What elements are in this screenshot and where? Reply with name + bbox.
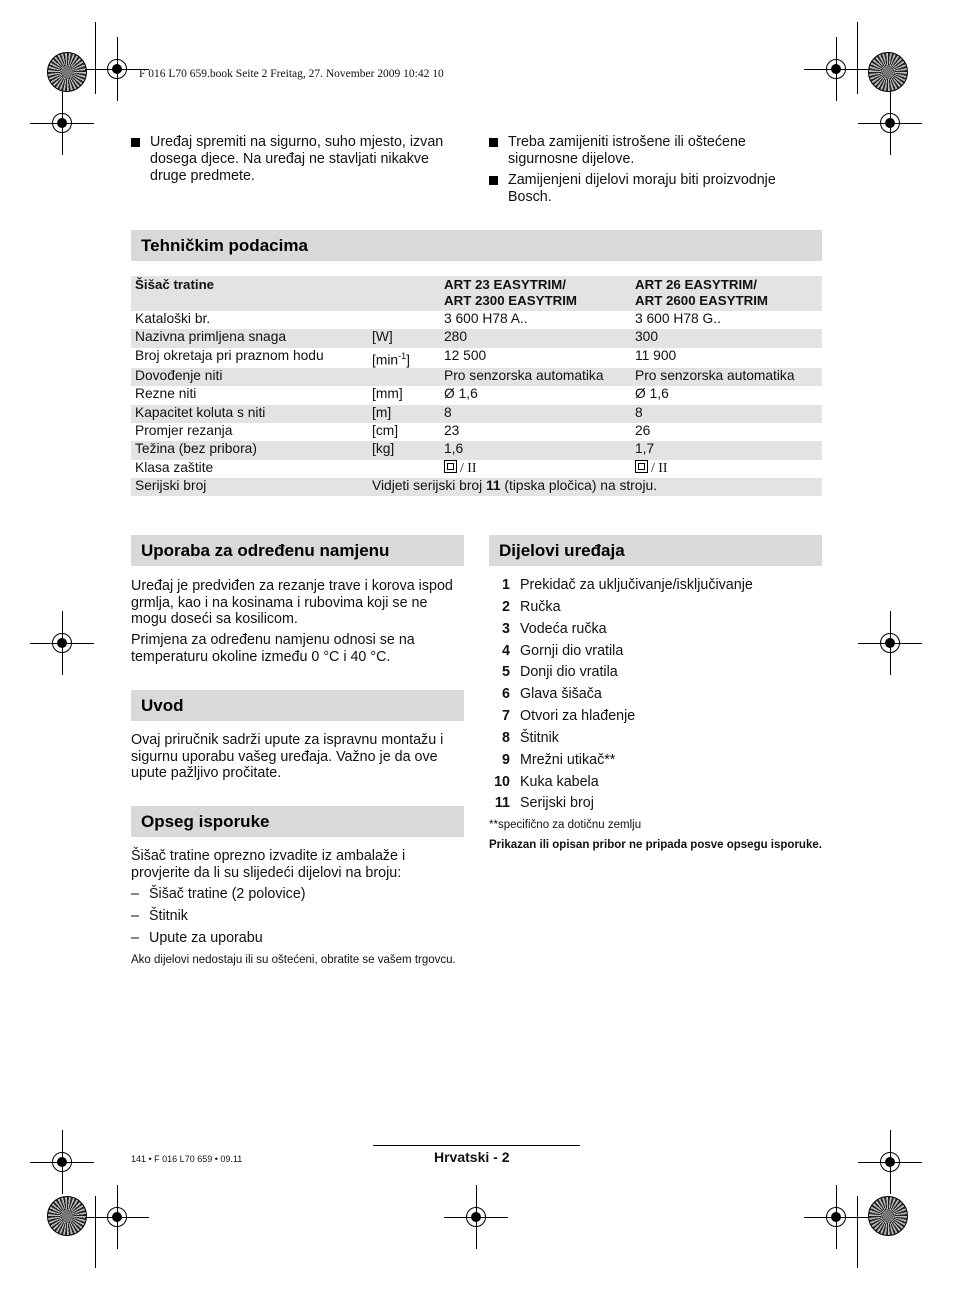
- crop-line: [95, 1196, 96, 1268]
- protection-class-icon: [444, 460, 457, 473]
- bullet-text: Uređaj spremiti na sigurno, suho mjesto, izvan dosega djece. Na uređaj ne stavljati nikakve druge predmete.: [150, 134, 444, 184]
- row-unit: [cm]: [372, 423, 399, 439]
- row-label: Nazivna primljena snaga: [131, 329, 368, 347]
- row-value: 280: [440, 329, 631, 347]
- color-calibration-mark: [47, 52, 87, 92]
- usage-paragraph: Primjena za određenu namjenu odnosi se na temperaturu okoline između 0 °C i 40 °C.: [131, 632, 415, 665]
- bullet-square-icon: [489, 138, 498, 147]
- crop-line: [857, 1196, 858, 1268]
- table-header-cell: ART 26 EASYTRIM/ ART 2600 EASYTRIM: [631, 276, 822, 311]
- section-heading-text: Uvod: [141, 696, 184, 715]
- row-unit: [368, 368, 440, 386]
- parts-footnote: **specifično za dotičnu zemlju: [489, 819, 642, 831]
- row-unit: [W]: [368, 329, 440, 347]
- row-value: 8: [631, 405, 822, 423]
- table-row: [131, 311, 822, 329]
- row-value: Pro senzorska automatika: [440, 368, 631, 386]
- row-value: Vidjeti serijski broj 11 (tipska pločica) na stroju.: [368, 478, 822, 496]
- table-row: [131, 460, 822, 478]
- parts-bold-note: Prikazan ili opisan pribor ne pripada posve opsegu isporuke.: [489, 839, 822, 851]
- row-unit: [mm]: [372, 386, 403, 402]
- section-heading-parts: [489, 535, 822, 566]
- intro-paragraph: Ovaj priručnik sadrži upute za ispravnu montažu i sigurnu uporabu vašeg uređaja. Važno je da ove upute pažljivo pročitate.: [131, 732, 444, 781]
- row-value: / II: [631, 460, 822, 478]
- row-value: 300: [631, 329, 822, 347]
- section-heading-tech: [131, 230, 822, 261]
- row-label: Klasa zaštite: [135, 459, 214, 475]
- footer-rule: [373, 1145, 580, 1146]
- crop-line: [95, 22, 96, 94]
- bullet-text: Treba zamijeniti istrošene ili oštećene sigurnosne dijelove.: [508, 134, 746, 167]
- row-label: Kataloški br.: [135, 311, 211, 326]
- row-label: Promjer rezanja: [135, 423, 233, 439]
- spec-table: [131, 276, 822, 496]
- table-row: [131, 405, 822, 423]
- table-header-row: [131, 276, 822, 311]
- section-heading-delivery: [131, 806, 464, 837]
- crop-line: [857, 22, 858, 94]
- row-value: Ø 1,6: [635, 386, 669, 402]
- row-value: 3 600 H78 G..: [635, 311, 721, 326]
- table-row: [131, 423, 822, 441]
- table-row: [131, 441, 822, 459]
- row-value: 1,7: [631, 441, 822, 459]
- row-value: 8: [440, 405, 631, 423]
- table-row: [131, 348, 822, 369]
- row-label: Rezne niti: [135, 386, 197, 402]
- section-heading-text: Tehničkim podacima: [141, 236, 308, 255]
- table-row: [131, 329, 822, 347]
- row-label: Dovođenje niti: [131, 368, 368, 386]
- section-heading-text: Uporaba za određenu namjenu: [141, 541, 390, 560]
- section-heading-text: Opseg isporuke: [141, 812, 270, 831]
- row-label: Kapacitet koluta s niti: [131, 405, 368, 423]
- footer-page-label: Hrvatski - 2: [434, 1149, 510, 1165]
- row-value: 23: [444, 423, 460, 439]
- color-calibration-mark: [868, 1196, 908, 1236]
- row-value: 3 600 H78 A..: [444, 311, 528, 326]
- row-label: Broj okretaja pri praznom hodu: [135, 347, 324, 363]
- delivery-paragraph: Šišač tratine oprezno izvadite iz ambalaže i provjerite da li su slijedeći dijelovi na broju:: [131, 848, 406, 881]
- row-value: 26: [635, 423, 651, 439]
- row-unit: $[\min^{-1}]$: [372, 350, 410, 368]
- table-header-cell: ART 23 EASYTRIM/ ART 2300 EASYTRIM: [440, 276, 631, 311]
- footer-code: 141 • F 016 L70 659 • 09.11: [131, 1154, 243, 1164]
- protection-class-icon: [635, 460, 648, 473]
- bullet-square-icon: [489, 176, 498, 185]
- delivery-note: Ako dijelovi nedostaju ili su oštećeni, obratite se vašem trgovcu.: [131, 954, 456, 966]
- bullet-text: Zamijenjeni dijelovi moraju biti proizvodnje Bosch.: [508, 172, 776, 205]
- bullet-square-icon: [131, 138, 140, 147]
- book-info-line: F 016 L70 659.book Seite 2 Freitag, 27. November 2009 10:42 10: [139, 68, 444, 80]
- section-heading-intro: [131, 690, 464, 721]
- table-row: [131, 386, 822, 404]
- row-value: / II: [440, 460, 631, 478]
- row-value: 11 900: [635, 347, 677, 363]
- table-row: [131, 368, 822, 386]
- section-heading-usage: [131, 535, 464, 566]
- table-header-cell: [368, 276, 440, 311]
- row-value: Pro senzorska automatika: [631, 368, 822, 386]
- table-row: [131, 478, 822, 496]
- row-value: 12 500: [444, 347, 487, 363]
- row-unit: [368, 460, 440, 478]
- row-value: Ø 1,6: [444, 386, 478, 402]
- row-unit: [368, 311, 440, 329]
- section-heading-text: Dijelovi uređaja: [499, 541, 625, 560]
- row-label: Težina (bez pribora): [131, 441, 368, 459]
- row-value: 1,6: [440, 441, 631, 459]
- table-header-cell: Šišač tratine: [131, 276, 368, 311]
- row-label: Serijski broj: [131, 478, 368, 496]
- row-unit: [kg]: [368, 441, 440, 459]
- color-calibration-mark: [47, 1196, 87, 1236]
- color-calibration-mark: [868, 52, 908, 92]
- usage-paragraph: Uređaj je predviđen za rezanje trave i korova ispod grmlja, kao i na kosinama i rubovima koji se ne mogu doseći sa kosilicom.: [131, 578, 453, 627]
- row-unit: [m]: [368, 405, 440, 423]
